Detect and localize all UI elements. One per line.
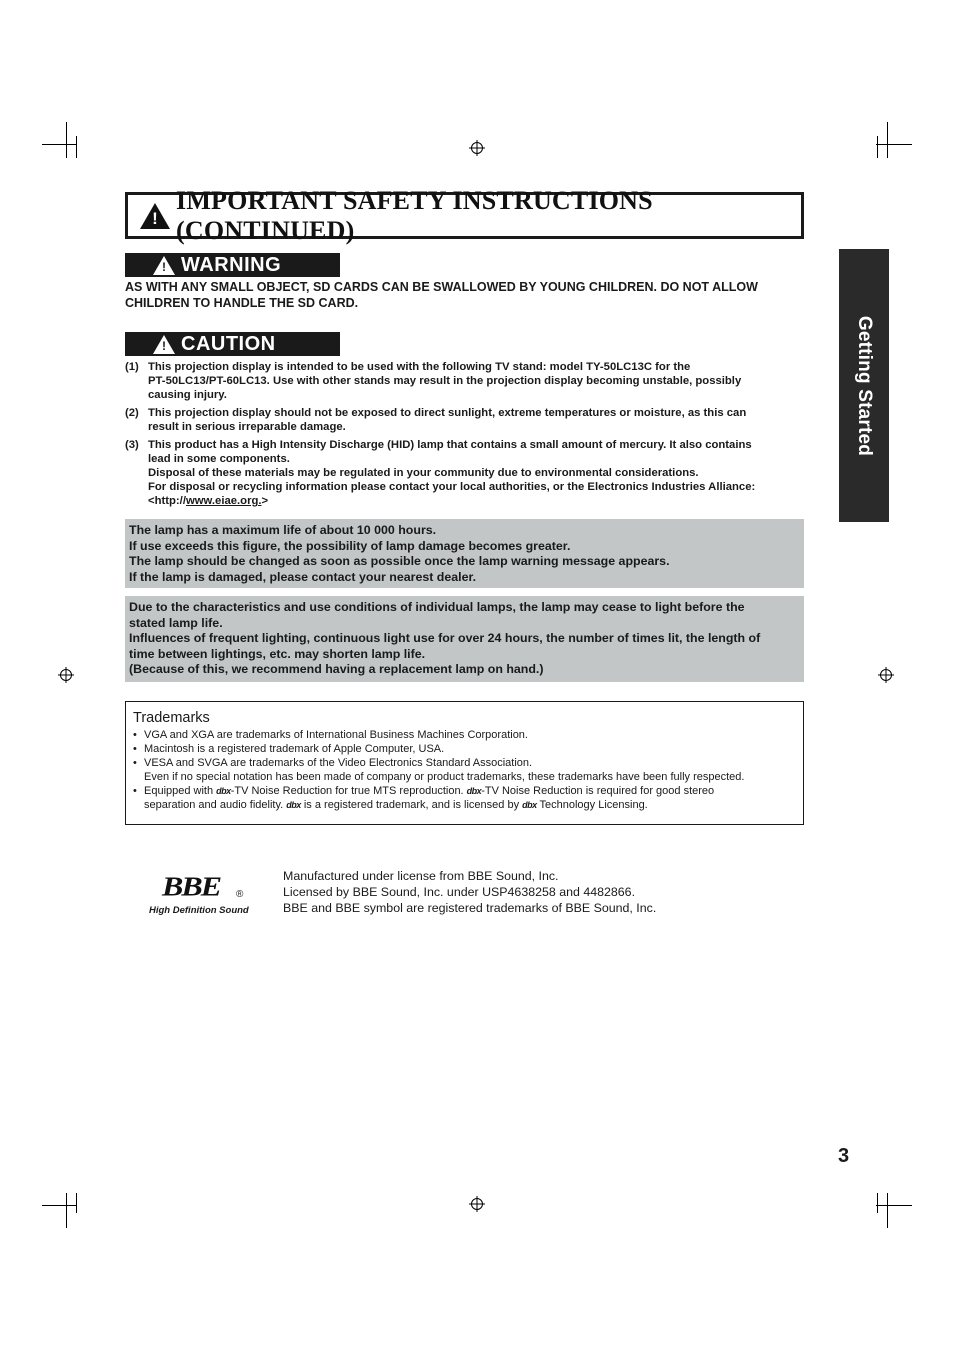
list-item: • Equipped with dbx-TV Noise Reduction for true MTS reproduction. dbx-TV Noise Reduction is required for good stereo separation and audio fidelity. dbx is a registered trademark, and is licensed by dbx Technology Licensing. xyxy=(133,785,715,811)
list-item: (1) This projection display is intended to be used with the following TV stand: model TY-50LC13C for the PT-50LC13/PT-60LC13. Use with other stands may result in the projection display becoming unstable, possibly causing injury. xyxy=(125,361,742,401)
eia-link[interactable]: www.eiae.org. xyxy=(185,495,262,507)
registration-mark-right xyxy=(880,669,892,681)
bbe-license-text: Manufactured under license from BBE Sound, Inc. Licensed by BBE Sound, Inc. under USP4638258 and 4482866. BBE and BBE symbol are registered trademarks of BBE Sound, Inc. xyxy=(283,869,657,915)
page-number: 3 xyxy=(838,1145,850,1167)
trademarks-heading: Trademarks xyxy=(133,710,210,726)
list-item: (2) This projection display should not be exposed to direct sunlight, extreme temperatures or moisture, as this can result in serious irreparable damage. xyxy=(125,407,747,433)
dbx-logo-icon: dbx xyxy=(216,786,231,796)
dbx-logo-icon: dbx xyxy=(466,786,482,796)
list-item: • Macintosh is a registered trademark of Apple Computer, USA. xyxy=(133,743,445,755)
list-item: (3) This product has a High Intensity Discharge (HID) lamp that contains a small amount of mercury. It also contains lead in some components. Disposal of these materials may be regulated in your community due to environmental considerations. For disposal or recycling information please contact your local authorities, or the Electronics Industries Alliance: <http://www.eiae.org.> xyxy=(125,439,756,507)
lamp-conditions-box: Due to the characteristics and use conditions of individual lamps, the lamp may cease to light before the stated lamp life. Influences of frequent lighting, continuous light use for over 24 hours, the number of times lit, the length of time between lightings, etc. may shorten lamp life. (Because of this, we recommend having a replacement lamp on hand.) xyxy=(125,596,804,682)
registration-mark-left xyxy=(60,669,72,681)
warning-label-bar xyxy=(125,253,340,277)
trademarks-box xyxy=(125,701,804,825)
bbe-logo-text: BBE xyxy=(162,871,221,902)
bbe-logo xyxy=(148,871,258,919)
registration-mark-top xyxy=(471,142,483,154)
list-item: • VESA and SVGA are trademarks of the Video Electronics Standard Association. Even if no special notation has been made of company or product trademarks, these trademarks have been fully respected. xyxy=(133,757,745,783)
title-box xyxy=(125,185,804,245)
caution-label-bar xyxy=(125,332,340,356)
warning-triangle-icon: ! xyxy=(140,203,170,229)
warning-icon: ! xyxy=(153,256,175,275)
side-tab-label: Getting Started xyxy=(854,315,875,456)
dbx-logo-icon: dbx xyxy=(286,800,301,810)
registration-mark-bottom xyxy=(471,1198,483,1210)
warning-label: WARNING xyxy=(181,253,282,276)
registered-mark-icon: ® xyxy=(236,889,244,900)
section-side-tab xyxy=(839,249,889,522)
page-title: IMPORTANT SAFETY INSTRUCTIONS (CONTINUED) xyxy=(176,185,653,245)
caution-list xyxy=(125,360,803,512)
caution-icon: ! xyxy=(153,335,175,354)
warning-text: AS WITH ANY SMALL OBJECT, SD CARDS CAN BE SWALLOWED BY YOUNG CHILDREN. DO NOT ALLOW CHILDREN TO HANDLE THE SD CARD. xyxy=(125,280,758,310)
dbx-logo-icon: dbx xyxy=(522,800,537,810)
lamp-life-box: The lamp has a maximum life of about 10 000 hours. If use exceeds this figure, the possibility of lamp damage becomes greater. The lamp should be changed as soon as possible once the lamp warning message appears. If the lamp is damaged, please contact your nearest dealer. xyxy=(125,519,804,588)
bbe-logo-subtitle: High Definition Sound xyxy=(149,905,249,916)
caution-label: CAUTION xyxy=(181,332,276,355)
list-item: • VGA and XGA are trademarks of International Business Machines Corporation. xyxy=(133,729,528,741)
